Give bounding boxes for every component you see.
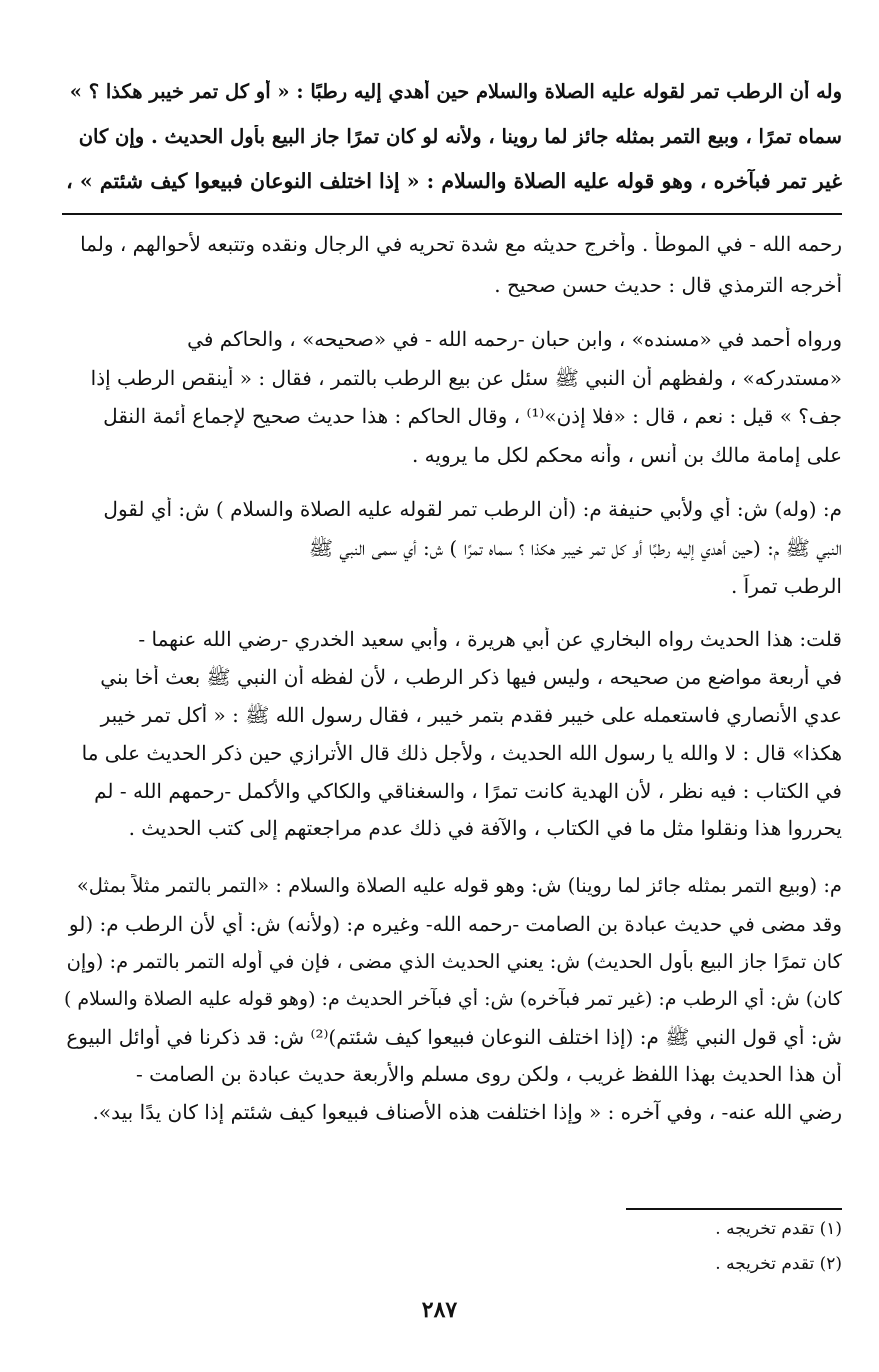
main-line: سماه تمرًا ، وبيع التمر بمثله جائز لما روينا ، ولأنه لو كان تمرًا جاز البيع بأول الحديث . وإن كان [78,125,842,148]
commentary-line: قلت: هذا الحديث رواه البخاري عن أبي هريرة ، وأبي سعيد الخدري -رضي الله عنهما - [138,627,842,651]
footnote: (٢) تقدم تخريجه . [715,1254,842,1274]
commentary-line: النبي ﷺ م: (حين أهدي إليه رطبًا أو كل تمر خيبر هكذا ؟ سماه تمرًا ) ش: أي سمى النبي ﷺ [308,536,842,560]
commentary-line: عدي الأنصاري فاستعمله على خيبر فقدم بتمر خيبر ، فقال رسول الله ﷺ : « أكل تمر خيبر [100,703,842,727]
commentary-line: يحرروا هذا ونقلوا مثل ما في الكتاب ، والآفة في ذلك عدم مراجعتهم إلى كتب الحديث . [128,816,842,840]
footnote-rule [626,1208,842,1210]
commentary-line: كان) ش: أي الرطب م: (غير تمر فبآخره) ش: أي فبآخر الحديث م: (وهو قوله عليه الصلاة والسلام ) [63,988,842,1010]
footnote: (١) تقدم تخريجه . [715,1219,842,1239]
commentary-line: في الكتاب : فيه نظر ، لأن الهدية كانت تمرًا ، والسغناقي والكاكي والأكمل -رحمهم الله - لم [94,779,842,803]
commentary-line: الرطب تمراً . [730,574,842,598]
commentary-line: م: (وله) ش: أي ولأبي حنيفة م: (أن الرطب تمر لقوله عليه الصلاة والسلام ) ش: أي لقول [103,497,842,521]
commentary-line: على إمامة مالك بن أنس ، وأنه محكم لكل ما يرويه . [411,443,842,467]
commentary-line: ش: أي قول النبي ﷺ م: (إذا اختلف النوعان فبيعوا كيف شئتم)⁽²⁾ ش: قد ذكرنا في أوائل البيوع [66,1025,842,1049]
commentary-line: أخرجه الترمذي قال : حديث حسن صحيح . [494,273,842,297]
commentary-line: رحمه الله - في الموطأ . وأخرج حديثه مع شدة تحريه في الرجال ونقده وتتبعه لأحوالهم ، ولما [80,232,842,256]
commentary-line: ورواه أحمد في «مسنده» ، وابن حبان -رحمه الله - في «صحيحه» ، والحاكم في [187,327,842,351]
main-line: وله أن الرطب تمر لقوله عليه الصلاة والسلام حين أهدي إليه رطبًا : « أو كل تمر خيبر هكذا ؟ » [69,80,842,103]
commentary-line: رضي الله عنه- ، وفي آخره : « وإذا اختلفت هذه الأصناف فبيعوا كيف شئتم إذا كان يدًا بيد». [92,1100,842,1124]
commentary-line: كان تمرًا جاز البيع بأول الحديث) ش: يعني الحديث الذي مضى ، فإن في أوله التمر بالتمر م: (وإن [66,950,842,973]
page-number: ٢٨٧ [421,1297,458,1323]
separator-rule [62,213,842,215]
commentary-line: في أربعة مواضع من صحيحه ، وليس فيها ذكر الرطب ، لأن لفظه أن النبي ﷺ بعث أخا بني [100,665,842,689]
commentary-line: وقد مضى في حديث عبادة بن الصامت -رحمه الله- وغيره م: (ولأنه) ش: أي لأن الرطب م: (لو [68,912,842,936]
commentary-line: جف؟ » قيل : نعم ، قال : «فلا إذن»⁽¹⁾ ، وقال الحاكم : هذا حديث صحيح لإجماع أئمة النقل [103,404,842,428]
commentary-line: هكذا» قال : لا والله يا رسول الله الحديث ، ولأجل ذلك قال الأترازي حين ذكر الحديث على ما [81,741,842,765]
commentary-line: م: (وبيع التمر بمثله جائز لما روينا) ش: وهو قوله عليه الصلاة والسلام : «التمر بالتمر مثلاً بمثل» [76,874,842,897]
main-line: غير تمر فبآخره ، وهو قوله عليه الصلاة والسلام : « إذا اختلف النوعان فبيعوا كيف شئتم » ، [66,169,842,193]
commentary-line: «مستدركه» ، ولفظهم أن النبي ﷺ سئل عن بيع الرطب بالتمر ، فقال : « أينقص الرطب إذا [90,366,842,390]
commentary-line: أن هذا الحديث بهذا اللفظ غريب ، ولكن روى مسلم والأربعة حديث عبادة بن الصامت - [135,1062,842,1086]
